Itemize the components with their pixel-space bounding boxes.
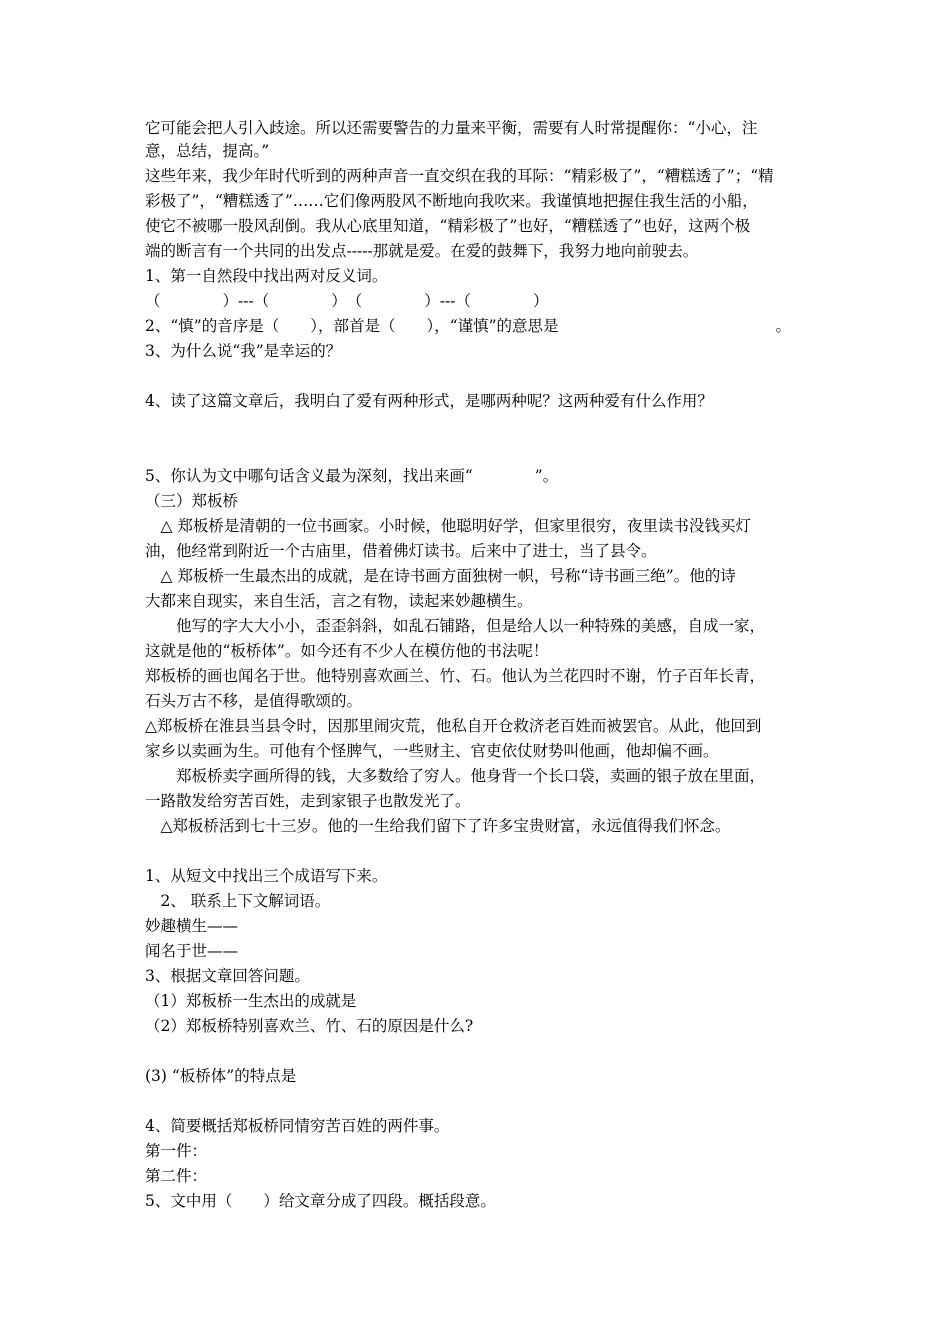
text-line: 家乡以卖画为生。可他有个怪脾气，一些财主、官吏依仗财势叫他画，他却偏不画。 [145, 742, 719, 760]
question-5: 5、你认为文中哪句话含义最为深刻，找出来画“ ”。 [145, 467, 559, 485]
text-line: 郑板桥的画也闻名于世。他特别喜欢画兰、竹、石。他认为兰花四时不谢，竹子百年长青， [145, 667, 766, 685]
exercise-4: 4、简要概括郑板桥同情穷苦百姓的两件事。 [145, 1117, 450, 1135]
text-line: 郑板桥卖字画所得的钱，大多数给了穷人。他身背一个长口袋，卖画的银子放在里面， [145, 767, 766, 785]
exercise-4-second: 第二件： [145, 1167, 208, 1185]
exercise-3-2: （2）郑板桥特别喜欢兰、竹、石的原因是什么? [145, 1017, 474, 1035]
question-2: 2、“慎”的音序是（ ），部首是（ ），“谨慎”的意思是 。 [145, 317, 792, 335]
question-4: 4、读了这篇文章后，我明白了爱有两种形式，是哪两种呢？这两种爱有什么作用？ [145, 392, 713, 410]
text-line: 端的断言有一个共同的出发点-----那就是爱。在爱的鼓舞下，我努力地向前驶去。 [145, 242, 699, 260]
exercise-2: 2、 联系上下文解词语。 [145, 892, 331, 910]
text-line: 石头万古不移，是值得歌颂的。 [145, 692, 363, 710]
text-line: 它可能会把人引入歧途。所以还需要警告的力量来平衡，需要有人时常提醒你：“小心，注 [145, 119, 758, 137]
text-line: △郑板桥活到七十三岁。他的一生给我们留下了许多宝贵财富，永远值得我们怀念。 [145, 817, 731, 835]
exercise-4-first: 第一件： [145, 1142, 208, 1160]
antonym-blanks: （ ）---（ ） （ ）---（ ） [145, 292, 549, 310]
text-line: 这就是他的“板桥体”。如今还有不少人在模仿他的书法呢！ [145, 642, 549, 660]
question-3: 3、为什么说“我”是幸运的？ [145, 342, 342, 360]
text-line: 使它不被哪一股风刮倒。我从心底里知道，“精彩极了”也好，“糟糕透了”也好，这两个极 [145, 217, 751, 235]
text-line: △郑板桥在淮县当县令时，因那里闹灾荒，他私自开仓救济老百姓而被罢官。从此，他回到 [145, 717, 762, 735]
term-1: 妙趣横生—— [145, 917, 239, 935]
question-1: 1、第一自然段中找出两对反义词。 [145, 267, 388, 285]
text-line: 油，他经常到附近一个古庙里，借着佛灯读书。后来中了进士，当了县令。 [145, 542, 657, 560]
text-line: △ 郑板桥是清朝的一位书画家。小时候，他聪明好学，但家里很穷，夜里读书没钱买灯 [145, 517, 751, 535]
text-line: △ 郑板桥一生最杰出的成就，是在诗书画方面独树一帜，号称“诗书画三绝”。他的诗 [145, 567, 736, 585]
section-title: （三）郑板桥 [145, 492, 239, 510]
term-2: 闻名于世—— [145, 942, 239, 960]
text-line: 一路散发给穷苦百姓，走到家银子也散发光了。 [145, 792, 471, 810]
exercise-5: 5、文中用（ ）给文章分成了四段。概括段意。 [145, 1192, 496, 1210]
exercise-1: 1、从短文中找出三个成语写下来。 [145, 867, 388, 885]
exercise-3: 3、根据文章回答问题。 [145, 967, 310, 985]
text-line: 他写的字大大小小，歪歪斜斜，如乱石铺路，但是给人以一种特殊的美感，自成一家， [145, 617, 766, 635]
text-line: 彩极了”，“糟糕透了”……它们像两股风不断地向我吹来。我谨慎地把握住我生活的小船， [145, 192, 758, 210]
text-line: 意，总结，提高。” [145, 142, 270, 160]
text-line: 大都来自现实，来自生活，言之有物，读起来妙趣横生。 [145, 592, 533, 610]
text-line: 这些年来，我少年时代听到的两种声音一直交织在我的耳际：“精彩极了”，“糟糕透了”；“精 [145, 167, 774, 185]
exercise-3-1: （1）郑板桥一生杰出的成就是 [145, 992, 357, 1010]
exercise-3-3: (3) “板桥体”的特点是 [145, 1067, 297, 1085]
